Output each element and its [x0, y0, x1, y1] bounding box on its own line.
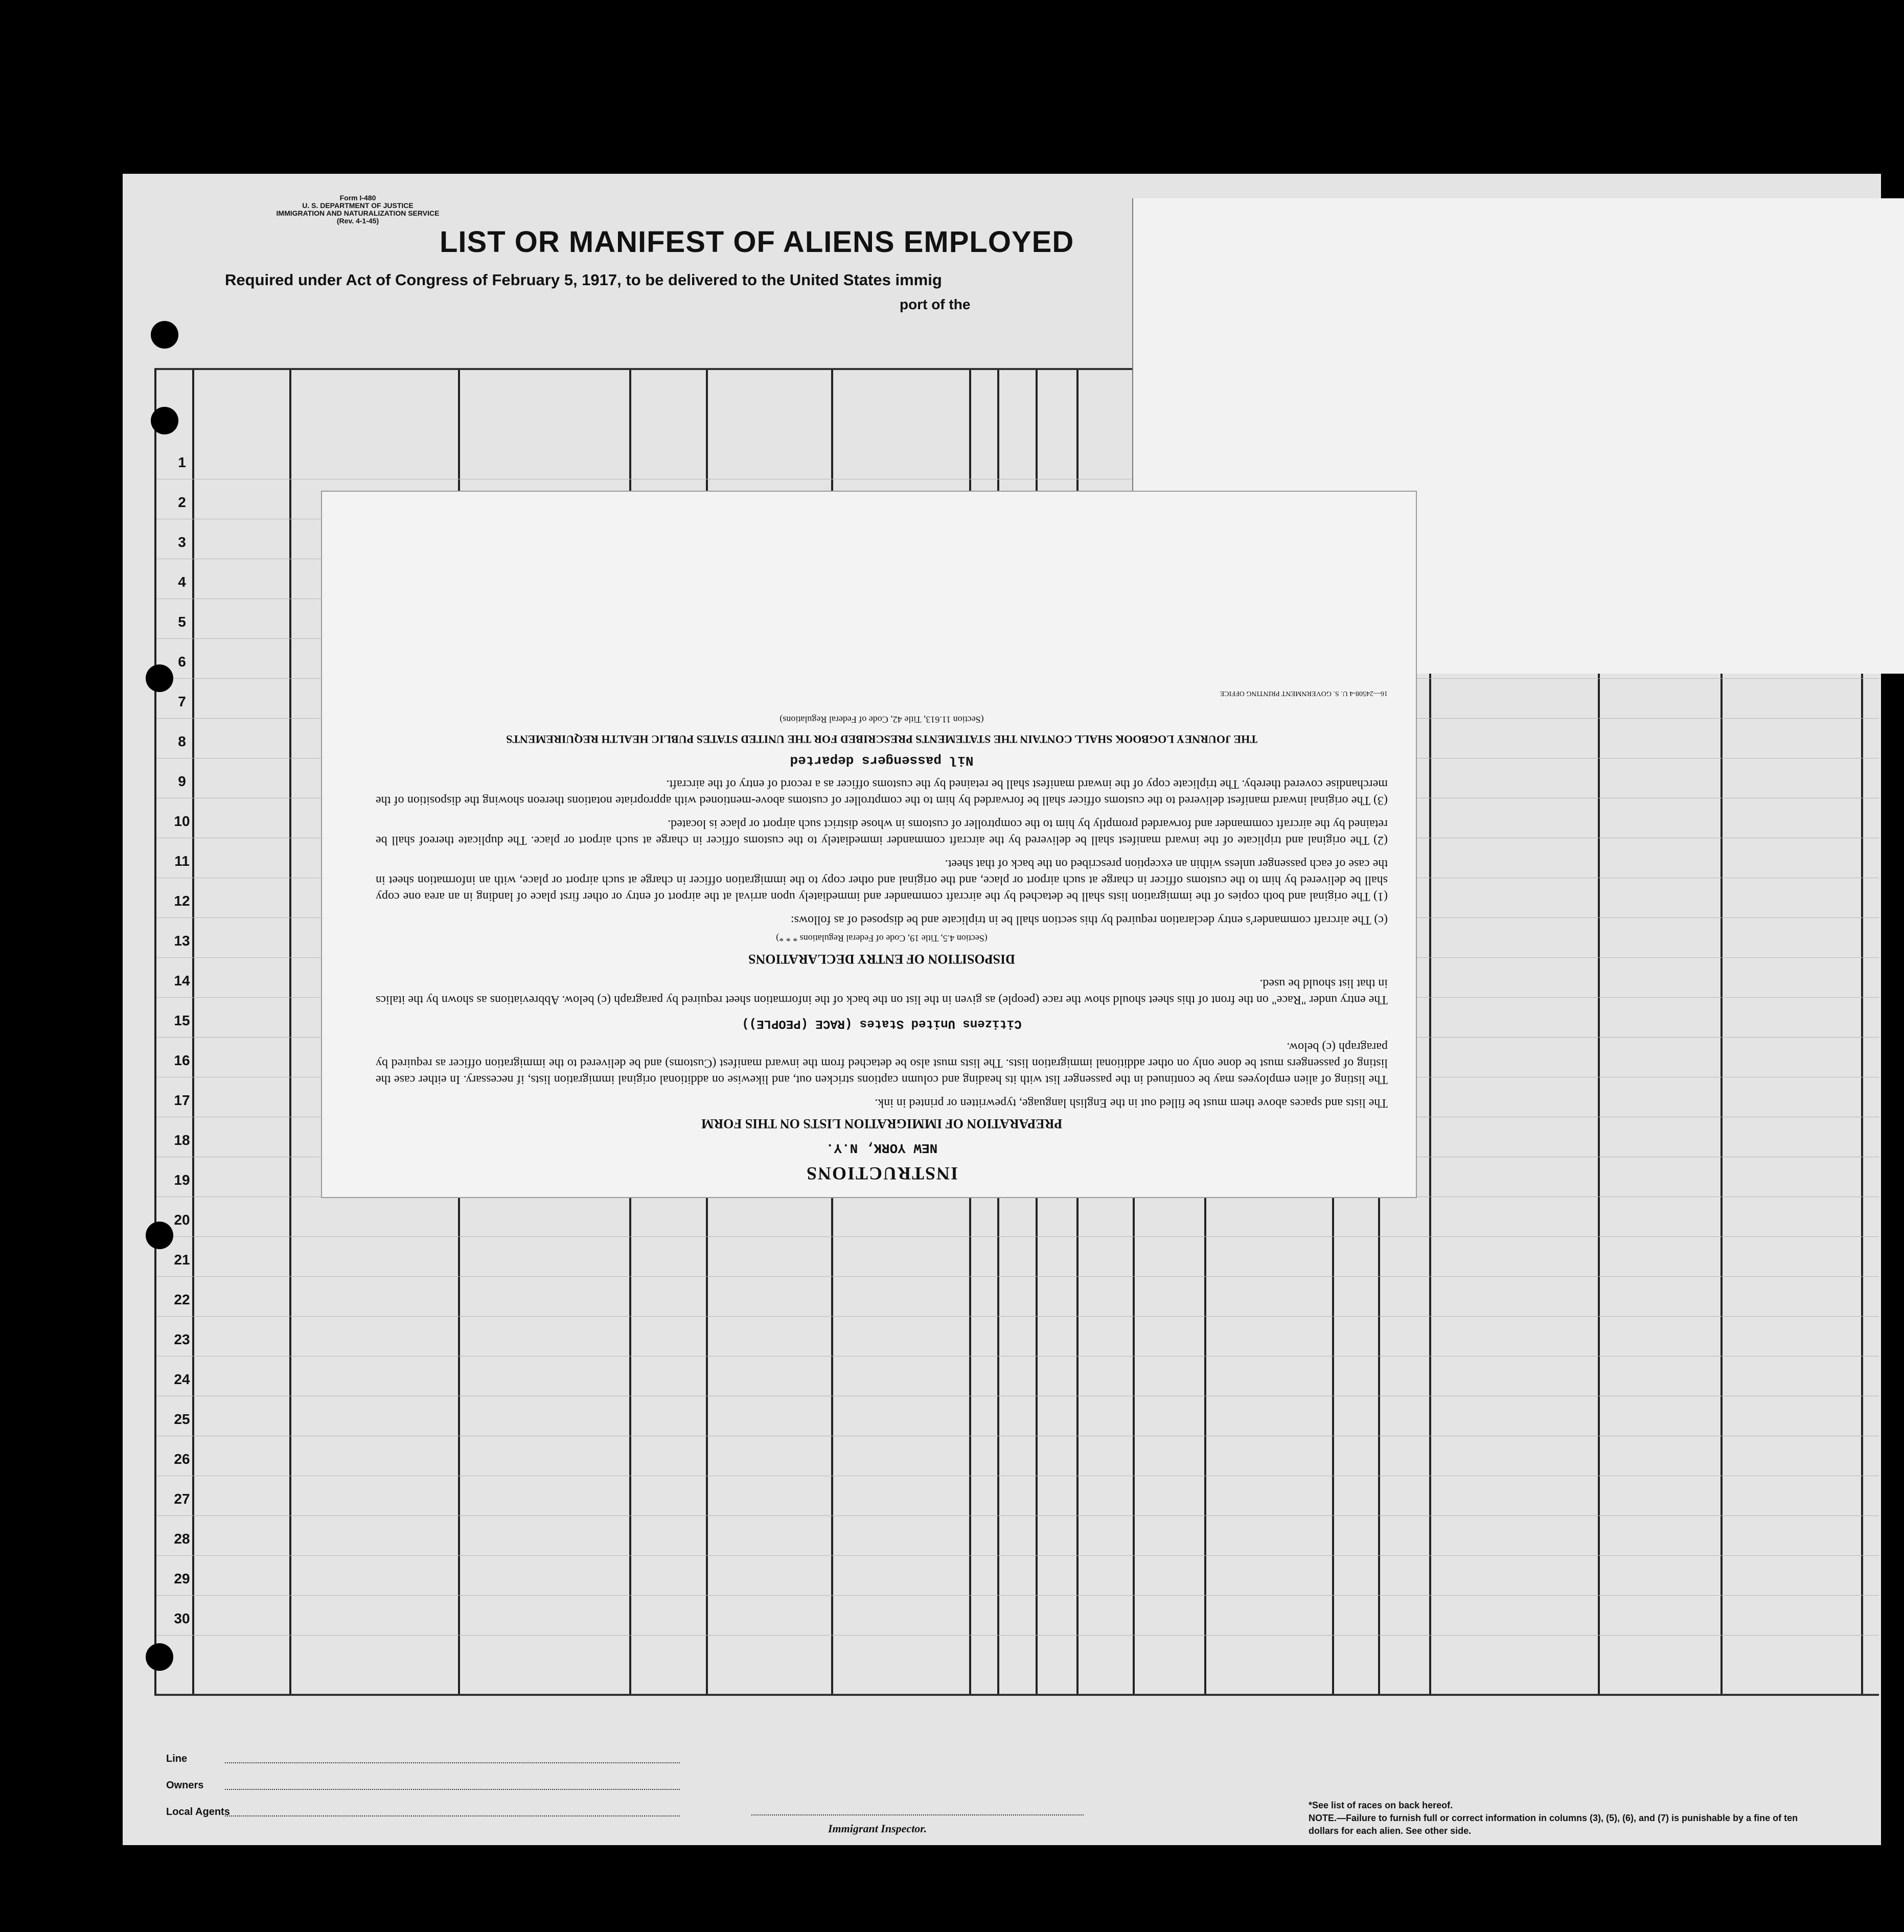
line-label: Line	[166, 1753, 188, 1764]
port-text: port of the	[900, 296, 971, 312]
binder-hole	[146, 1222, 173, 1249]
binder-hole	[146, 664, 173, 692]
row-number: 13	[174, 933, 190, 949]
row-number: 14	[174, 973, 190, 988]
table-row	[156, 1276, 1879, 1277]
instruction-paragraph: (c) The aircraft commander's entry declaration required by this section shall be in triplicate and be disposed of as follows:	[790, 913, 1388, 927]
table-row	[156, 1555, 1879, 1556]
page-subtitle: Required under Act of Congress of February 5, 1917, to be delivered to the United States immig	[225, 271, 942, 289]
local-agents-label: Local Agents	[166, 1806, 230, 1818]
row-number: 24	[174, 1371, 190, 1387]
row-number: 18	[174, 1132, 190, 1148]
instructions-rotated	[322, 492, 1416, 1197]
preparation-heading: PREPARATION OF IMMIGRATION LISTS ON THIS FORM	[701, 1116, 1063, 1131]
instruction-paragraph: (1) The original and both copies of the immigration lists shall be detached by the aircraft commander and immediately upon arrival at the airport of entry or other first place of landing in an area one copy shall be delivered by him to the customs officer in charge at such airport or place, and the original and other copy to the immigration officer in charge at such airport or place, with an information sheet in the case of each passenger unless within an exception prescribed on the back of that sheet.	[376, 857, 1388, 903]
service-name: IMMIGRATION AND NATURALIZATION SERVICE	[276, 209, 440, 217]
form-header	[179, 194, 537, 225]
row-number: 8	[178, 733, 186, 749]
row-number: 4	[178, 574, 186, 590]
row-number: 17	[174, 1092, 190, 1108]
row-number: 9	[178, 773, 186, 789]
inspector-label: Immigrant Inspector.	[828, 1822, 927, 1835]
row-number: 7	[178, 694, 186, 709]
regulation-citation: (Section 4.5, Title 19, Code of Federal Regulations * * *)	[776, 933, 988, 944]
row-number: 11	[174, 853, 190, 869]
row-number: 15	[174, 1013, 190, 1028]
instruction-paragraph: (3) The original inward manifest delivered to the customs officer shall be forwarded by him to the comptroller of customs above-mentioned with appropriate notations thereon showing the disposition of the merchandise covered thereby. The triplicate copy of the inward manifest shall be retained by the customs officer as a record of entry of the aircraft.	[376, 777, 1388, 807]
revision-date: (Rev. 4-1-45)	[336, 217, 379, 225]
binder-hole	[151, 407, 178, 434]
instruction-paragraph: The listing of alien employees may be continued in the passenger list with its heading and column captions stricken out, and likewise on additional original immigration lists, if necessary. In either case the listing of passengers must be done only on other additional immigration lists. The lists must also be detached from the inward manifest (Customs) and be delivered to the immigration officer as required by paragraph (c) below.	[376, 1040, 1388, 1086]
row-number: 26	[174, 1451, 190, 1467]
row-number: 19	[174, 1172, 190, 1188]
binder-hole	[146, 1643, 173, 1671]
row-number: 1	[178, 454, 186, 470]
line-entry-line	[225, 1762, 680, 1763]
printer-imprint: 16—24508-4 U. S. GOVERNMENT PRINTING OFFICE	[1220, 689, 1388, 697]
table-row	[156, 1595, 1879, 1596]
manifest-sheet	[123, 174, 1881, 1845]
races-note: *See list of races on back hereof.	[1309, 1800, 1453, 1810]
row-number: 27	[174, 1491, 190, 1507]
row-number: 25	[174, 1411, 190, 1427]
instruction-paragraph: The entry under "Race" on the front of this sheet should show the race (people) as given in the list on the back of the information sheet required by paragraph (c) below. Abbreviations as shown by the italics in that list should be used.	[376, 977, 1388, 1006]
row-number: 22	[174, 1292, 190, 1307]
nil-passengers-stamp: Nil passengers departed	[790, 753, 974, 768]
footer-notes	[1309, 1799, 1820, 1837]
table-row	[156, 1236, 1879, 1237]
penalty-note: NOTE.—Failure to furnish full or correct information in columns (3), (5), (6), and (7) is punishable by a fine of ten dollars for each alien. See other side.	[1309, 1813, 1798, 1836]
row-number: 30	[174, 1611, 190, 1626]
inspector-signature-line	[751, 1814, 1084, 1815]
row-number: 20	[174, 1212, 190, 1228]
row-number: 21	[174, 1252, 190, 1268]
table-row	[156, 1515, 1879, 1516]
instructions-title: INSTRUCTIONS	[805, 1163, 958, 1184]
row-number: 16	[174, 1052, 190, 1068]
instructions-sheet	[321, 491, 1417, 1198]
race-stamp: Citizens United States (RACE (PEOPLE))	[742, 1017, 1022, 1030]
form-number: Form I-480	[339, 194, 376, 202]
row-number: 28	[174, 1531, 190, 1547]
row-number: 5	[178, 614, 186, 630]
row-number: 12	[174, 893, 190, 909]
port-stamp: NEW YORK, N.Y.	[825, 1140, 938, 1156]
owners-label: Owners	[166, 1780, 204, 1791]
row-number: 6	[178, 654, 186, 670]
disposition-heading: DISPOSITION OF ENTRY DECLARATIONS	[748, 952, 1015, 967]
column-divider	[289, 370, 291, 1694]
logbook-heading: THE JOURNEY LOGBOOK SHALL CONTAIN THE STATEMENTS PRESCRIBED FOR THE UNITED STATES PUBLIC HEALTH REQUIREMENTS	[506, 733, 1257, 746]
table-row	[156, 1316, 1879, 1317]
table-row	[156, 1635, 1879, 1636]
row-number: 3	[178, 534, 186, 550]
row-number: 23	[174, 1331, 190, 1347]
row-number: 29	[174, 1571, 190, 1586]
instruction-paragraph: (2) The original and triplicate of the inward manifest shall be delivered by the aircraft commander immediately to the customs officer in charge at such airport or place. The duplicate thereof shall be retained by the aircraft commander and forwarded promptly by him to the comptroller of customs in whose district such airport or place is located.	[376, 817, 1388, 847]
row-number: 2	[178, 494, 186, 510]
instruction-paragraph: The lists and spaces above them must be filled out in the English language, typewritten or printed in ink.	[875, 1096, 1388, 1110]
row-number: 10	[174, 813, 190, 829]
page-title: LIST OR MANIFEST OF ALIENS EMPLOYED	[440, 225, 1074, 259]
department-name: U. S. DEPARTMENT OF JUSTICE	[302, 201, 414, 210]
local-agents-entry-line	[225, 1815, 680, 1816]
binder-hole	[151, 321, 178, 349]
owners-entry-line	[225, 1789, 680, 1790]
regulation-citation: (Section 11.613, Title 42, Code of Federal Regulations)	[779, 715, 984, 725]
